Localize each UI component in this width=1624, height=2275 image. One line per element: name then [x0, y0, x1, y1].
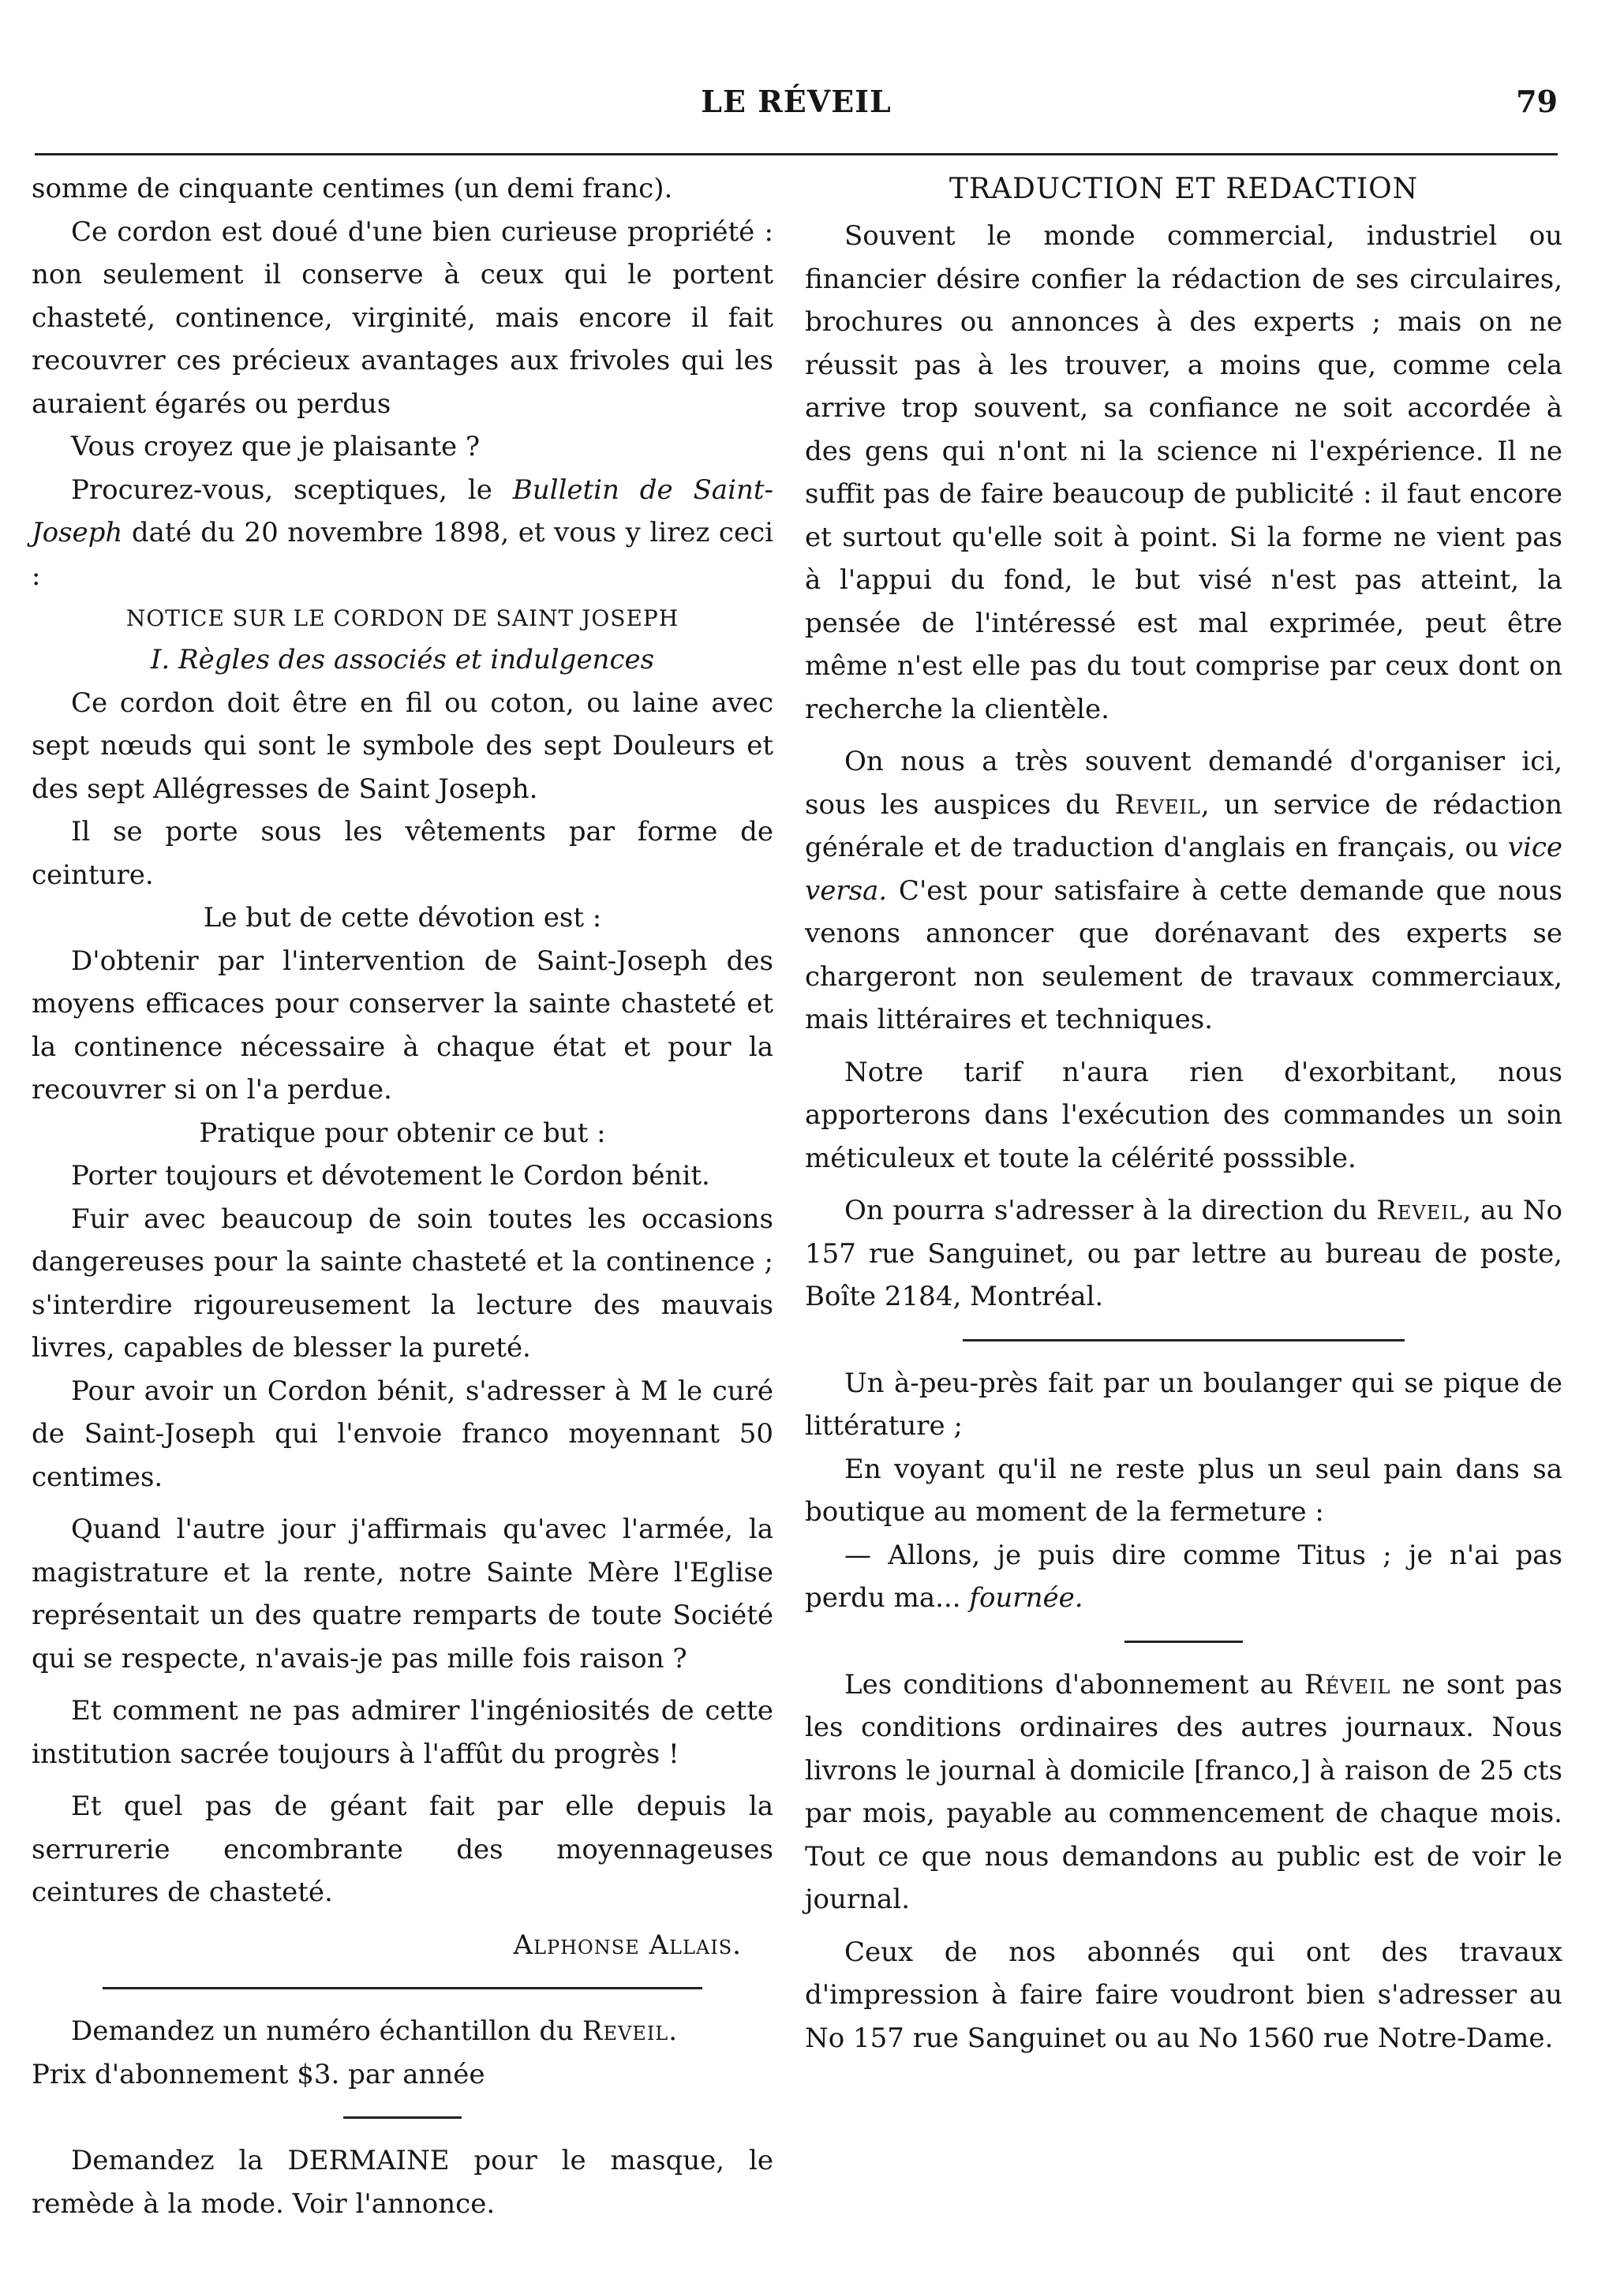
running-head: [35, 84, 1558, 131]
paragraph: Quand l'autre jour j'affirmais qu'avec l'armée, la magistrature et la rente, notre Sainte Mère l'Eglise représentait un des quatre remparts de toute Société qui se respecte, n'avais-je pas mille fois raison ?: [32, 1514, 773, 1674]
paragraph: D'obtenir par l'intervention de Saint-Joseph des moyens efficaces pour conserver la sainte chasteté et la continence nécessaire à chaque état et pour la recouvrer si on l'a perdue.: [32, 945, 773, 1106]
paragraph: Et comment ne pas admirer l'ingéniosités de cette institution sacrée toujours à l'affût du progrès !: [32, 1695, 773, 1770]
text-run: , un service de rédaction générale et de traduction d'anglais en français, ou: [805, 788, 1562, 863]
text-run: , au No 157 rue Sanguinet, ou par lettre au bureau de poste, Boîte 2184, Montréal.: [805, 1195, 1563, 1312]
italic-phrase: fournée.: [969, 1582, 1083, 1614]
author-signature: [32, 1924, 773, 1967]
bulletin-title: Bulletin de Saint-Joseph: [32, 473, 773, 548]
advertisement: Demandez la DERMAINE pour le masque, le remède à la mode. Voir l'annonce.: [32, 2145, 773, 2220]
text-run: On nous a très souvent demandé d'organiser ici, sous les auspices du: [805, 746, 1562, 821]
brand-name: Réveil: [1304, 1668, 1391, 1701]
text-run: Les conditions d'abonnement au: [844, 1668, 1304, 1701]
section-rule: [963, 1339, 1405, 1341]
paragraph: [805, 1534, 1562, 1620]
brand-name: Reveil.: [582, 2015, 679, 2047]
paragraph: Notre tarif n'aura rien d'exorbitant, nous apporterons dans l'exécution des commandes un soin méticuleux et toute la célérité posssible.: [805, 1056, 1562, 1174]
paragraph: Le but de cette dévotion est :: [203, 902, 602, 934]
paragraph: En voyant qu'il ne reste plus un seul pain dans sa boutique au moment de la fermeture :: [805, 1453, 1562, 1528]
page-number: 79: [1516, 84, 1558, 119]
paragraph: Porter toujours et dévotement le Cordon bénit.: [71, 1160, 710, 1192]
advertisement: [32, 2010, 773, 2053]
journal-title: LE RÉVEIL: [701, 84, 892, 119]
paragraph: Vous croyez que je plaisante ?: [71, 431, 481, 462]
paragraph: Et quel pas de géant fait par elle depuis la serrurerie encombrante des moyennageuses ceintures de chasteté.: [32, 1790, 773, 1908]
paragraph: Ce cordon doit être en fil ou coton, ou laine avec sept nœuds qui sont le symbole des sept Douleurs et des sept Allégresses de Saint Joseph.: [32, 687, 773, 805]
paragraph: somme de cinquante centimes (un demi franc).: [32, 173, 673, 204]
paragraph: Ce cordon est doué d'une bien curieuse propriété : non seulement il conserve à ceux qui le portent chasteté, continence, virginité, mais encore il fait recouvrer ces précieux avantages aux frivoles qui les auraient égarés ou perdus: [32, 215, 773, 420]
signature-text: Alphonse Allais.: [513, 1929, 742, 1961]
brand-name: Reveil: [1114, 788, 1201, 821]
notice-subheading: [32, 638, 773, 682]
notice-heading: NOTICE SUR LE CORDON DE SAINT JOSEPH: [125, 605, 679, 631]
paragraph: Ceux de nos abonnés qui ont des travaux d'impression à faire faire voudront bien s'adresser au No 157 rue Sanguinet ou au No 1560 rue Notre-Dame.: [805, 1936, 1562, 2054]
right-column: [805, 167, 1562, 2060]
left-column: [32, 167, 773, 2225]
paragraph: Il se porte sous les vêtements par forme de ceinture.: [32, 816, 773, 891]
text-run: — Allons, je puis dire comme Titus ; je n'ai pas perdu ma...: [805, 1539, 1562, 1614]
header-rule: [35, 153, 1558, 155]
brand-name: Reveil: [1376, 1195, 1463, 1226]
paragraph: [805, 1663, 1562, 1921]
text-run: ne sont pas les conditions ordinaires des autres journaux. Nous livrons le journal à domicile [franco,] à raison de 25 cts par mois, payable au commencement de chaque mois. Tout ce que nous demandons au public est de voir le journal.: [805, 1668, 1562, 1915]
text-run: Demandez un numéro échantillon du: [71, 2015, 582, 2047]
paragraph: [805, 740, 1562, 1042]
section-rule: [343, 2116, 462, 2119]
paragraph: Souvent le monde commercial, industriel ou financier désire confier la rédaction de ses circulaires, brochures ou annonces à des experts ; mais on ne réussit pas à les trouver, a moins que, comme cela arrive trop souvent, sa confiance ne soit accordée à des gens qui n'ont ni la science ni l'expérience. Il ne suffit pas de faire beaucoup de publicité : il faut encore et surtout qu'elle soit à point. Si la forme ne vient pas à l'appui du fond, le but visé n'est pas atteint, la pensée de l'intéressé est mal exprimée, peut être même n'est elle pas du tout comprise par ceux dont on recherche la clientèle.: [805, 220, 1562, 725]
paragraph: [805, 1189, 1562, 1319]
section-rule: [1124, 1641, 1243, 1643]
text-run: daté du 20 novembre 1898, et vous y lirez ceci :: [32, 517, 773, 592]
advertisement-line: Prix d'abonnement $3. par année: [32, 2058, 485, 2090]
paragraph: Un à-peu-près fait par un boulanger qui se pique de littérature ;: [805, 1367, 1562, 1442]
text-run: On pourra s'adresser à la direction du: [844, 1195, 1377, 1226]
paragraph: Pour avoir un Cordon bénit, s'adresser à M le curé de Saint-Joseph qui l'envoie franco moyennant 50 centimes.: [32, 1375, 773, 1493]
text-run: Procurez-vous, sceptiques, le: [71, 473, 513, 506]
notice-subheading-text: I. Règles des associés et indulgences: [150, 644, 655, 675]
paragraph: Pratique pour obtenir ce but :: [199, 1117, 606, 1149]
text-run: C'est pour satisfaire à cette demande que nous venons annoncer que dorénavant des experts se chargeront non seulement de travaux commerciaux, mais littéraires et techniques.: [805, 874, 1562, 1035]
paragraph: Fuir avec beaucoup de soin toutes les occasions dangereuses pour la sainte chasteté et la continence ; s'interdire rigoureusement la lecture des mauvais livres, capables de blesser la pureté.: [32, 1203, 773, 1364]
paragraph: [32, 469, 773, 598]
section-title: TRADUCTION ET REDACTION: [949, 173, 1419, 205]
section-rule: [103, 1987, 702, 1989]
italic-phrase: vice versa.: [805, 832, 1562, 907]
